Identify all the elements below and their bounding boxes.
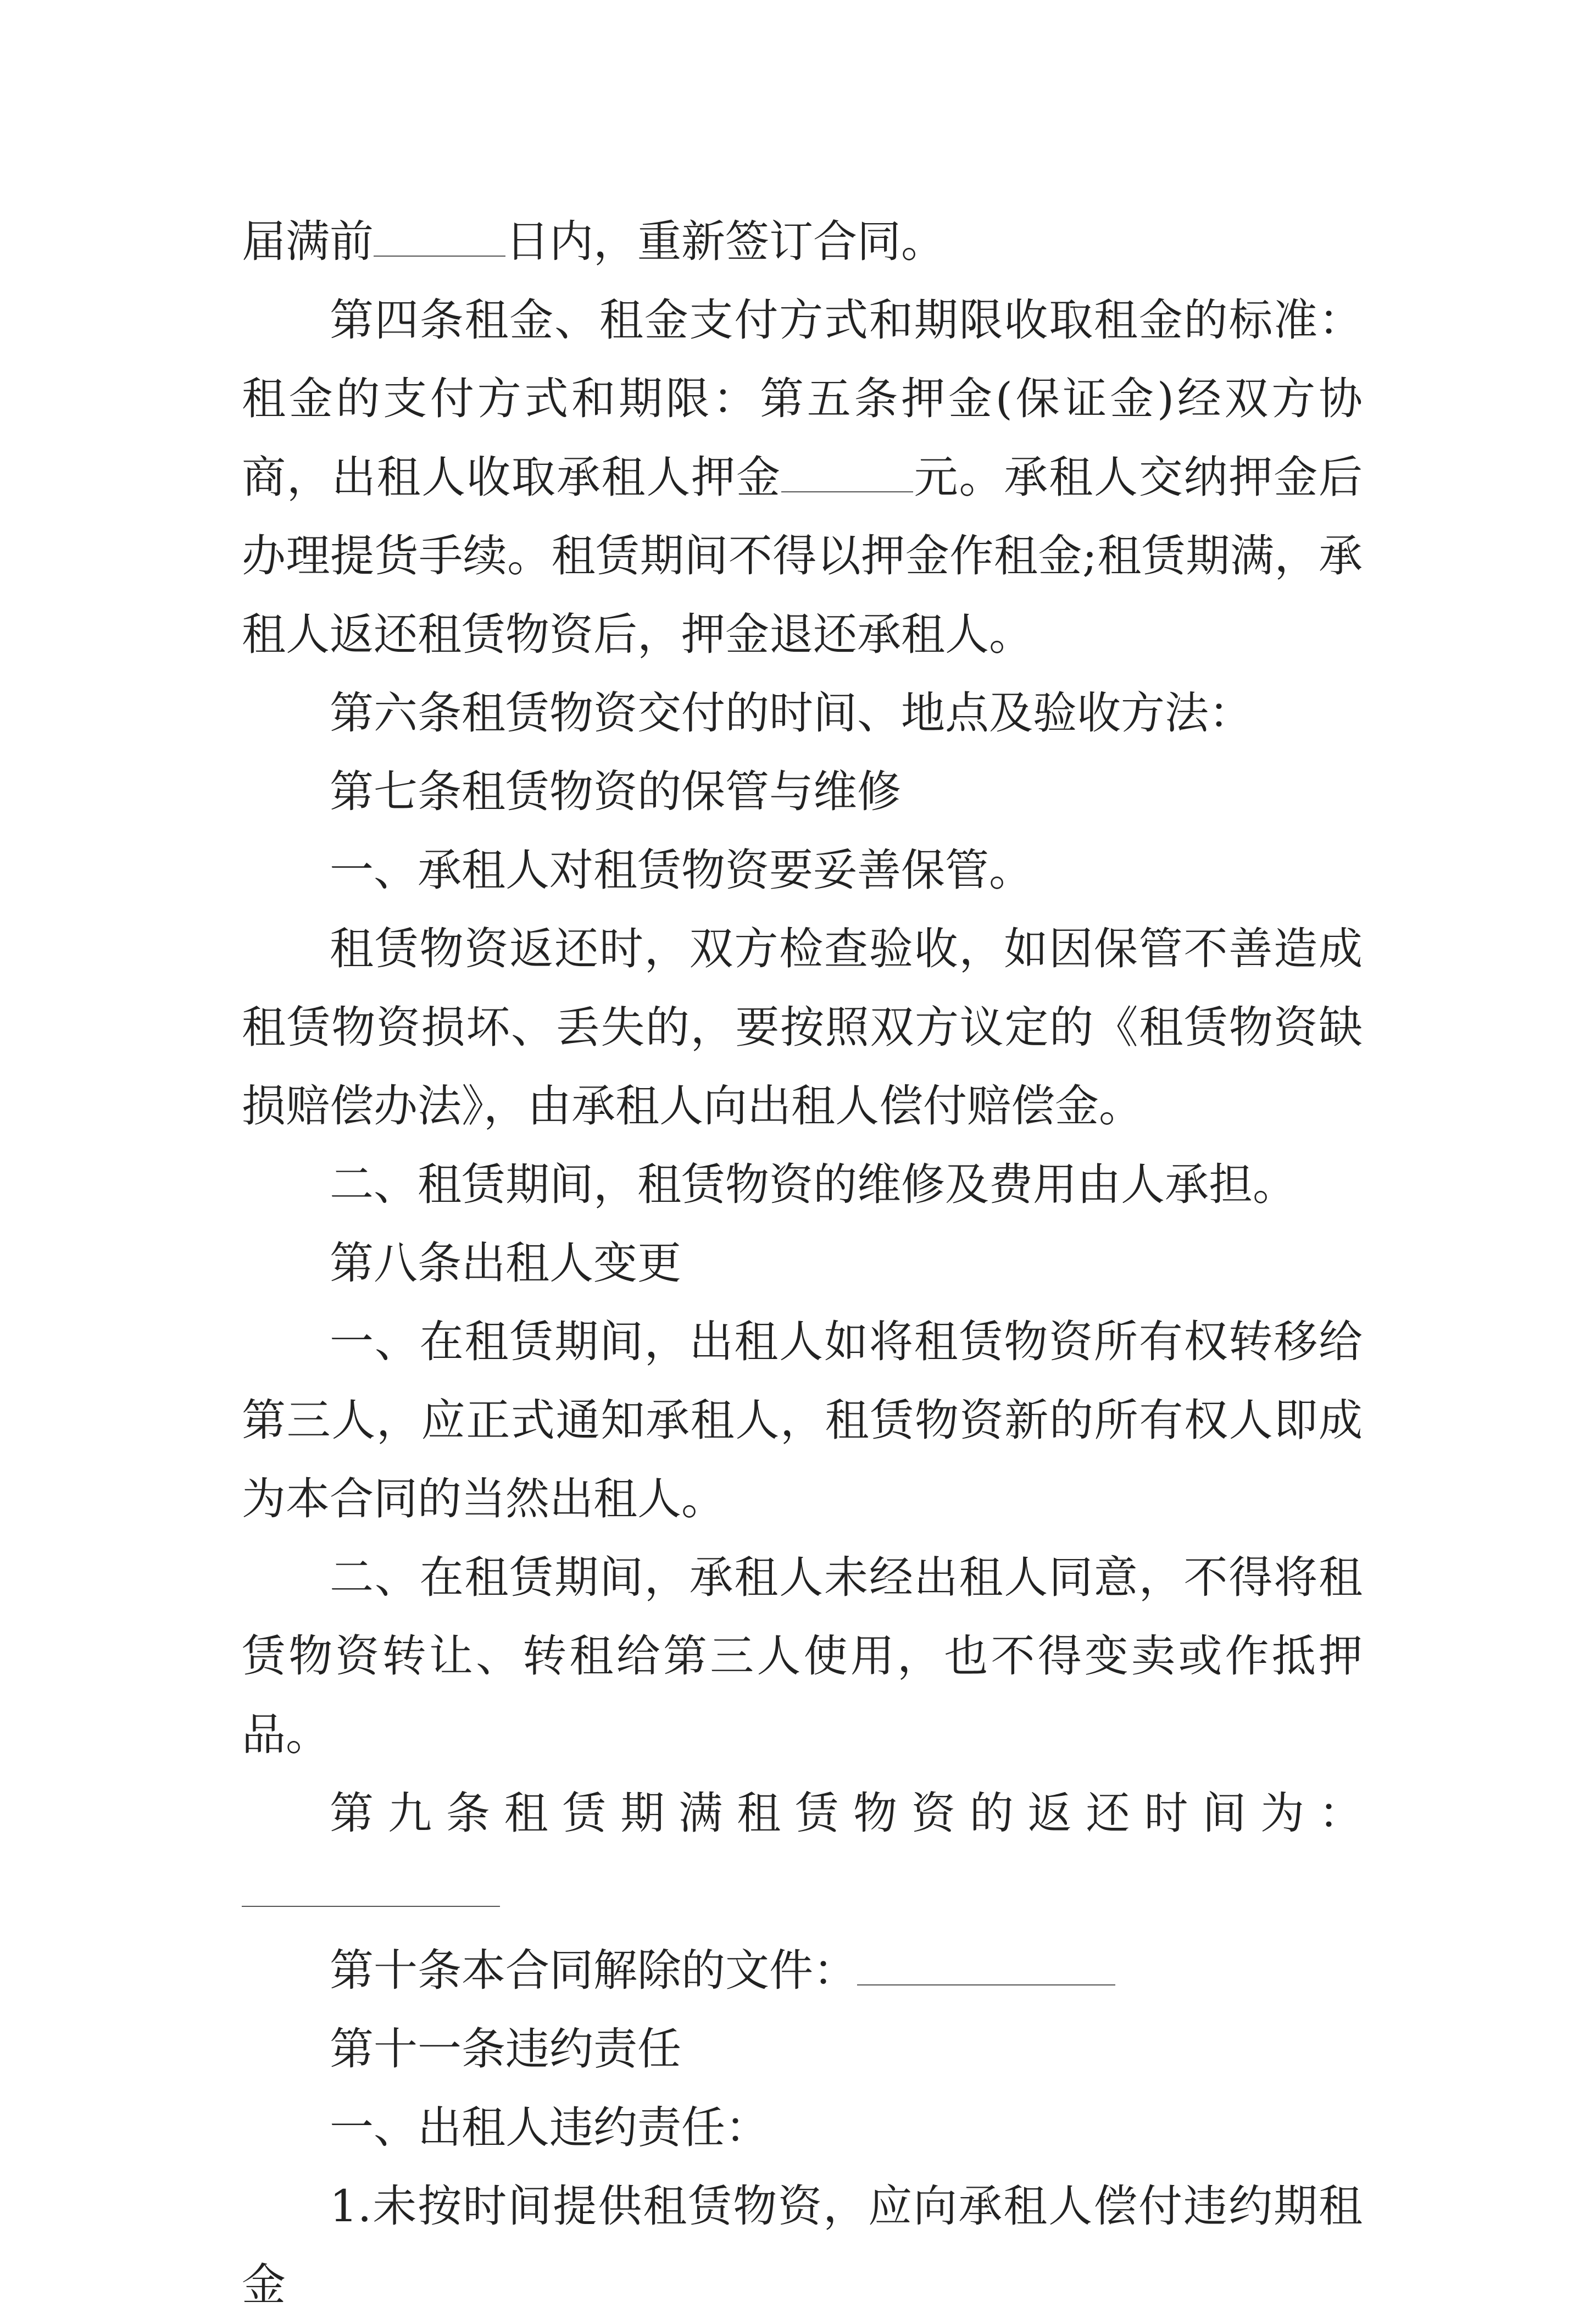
paragraph-article-6: 第六条租赁物资交付的时间、地点及验收方法：: [330, 687, 1253, 739]
paragraph-text: 第十条本合同解除的文件：: [330, 1945, 857, 1996]
paragraph-article-7-item-2: 二、租赁期间，租赁物资的维修及费用由人承担。: [330, 1159, 1297, 1210]
paragraph-article-11-item-1: 一、出租人违约责任：: [330, 2102, 769, 2153]
paragraph-article-8-item-1: 一、在租赁期间，出租人如将租赁物资所有权转移给第三人，应正式通知承租人，租赁物资新的所有权人即成为本合同的当然出租人。: [242, 1316, 1363, 1524]
paragraph-article-7: 第七条租赁物资的保管与维修: [330, 766, 901, 817]
paragraph-article-7-item-1: 一、承租人对租赁物资要妥善保管。: [330, 845, 1033, 896]
blank-fill-line: [374, 218, 505, 257]
paragraph-text: 元。承租人交纳押金后办理提货手续。租赁期间不得以押金作租金;租赁期满，承租人返还租赁物资后，押金退还承租人。: [242, 452, 1363, 660]
document-body: [242, 202, 1363, 2324]
blank-fill-line: [242, 1868, 500, 1907]
paragraph-article-8-item-2: 二、在租赁期间，承租人未经出租人同意，不得将租赁物资转让、转租给第三人使用，也不得变卖或作抵押品。: [242, 1552, 1363, 1760]
paragraph-text: 届满前: [242, 216, 374, 267]
paragraph-renewal-deadline: [242, 202, 1363, 281]
blank-fill-line: [857, 1947, 1115, 1985]
paragraph-text: 第四条租金、租金支付方式和期限收取租金的标准：租金的支付方式和期限：第五条押金(保证金)经双方协商，出租人收取承租人押金: [242, 295, 1363, 503]
paragraph-article-11: 第十一条违约责任: [330, 2023, 681, 2075]
paragraph-text: 日内，重新签订合同。: [505, 216, 945, 267]
paragraph-article-8: 第八条出租人变更: [330, 1238, 681, 1289]
paragraph-article-7-return: 租赁物资返还时，双方检查验收，如因保管不善造成租赁物资损坏、丢失的，要按照双方议定的《租赁物资缺损赔偿办法》，由承租人向出租人偿付赔偿金。: [242, 923, 1363, 1132]
paragraph-article-11-item-1-1: 1.未按时间提供租赁物资，应向承租人偿付违约期租金: [242, 2181, 1363, 2310]
paragraph-text: 第九条租赁期满租赁物资的返还时间为：: [330, 1788, 1363, 1839]
blank-fill-line: [781, 454, 913, 492]
paragraph-article-9: [242, 1774, 1363, 1931]
paragraph-article-10: [242, 1931, 1363, 2010]
paragraph-article-4-5: [242, 281, 1363, 674]
